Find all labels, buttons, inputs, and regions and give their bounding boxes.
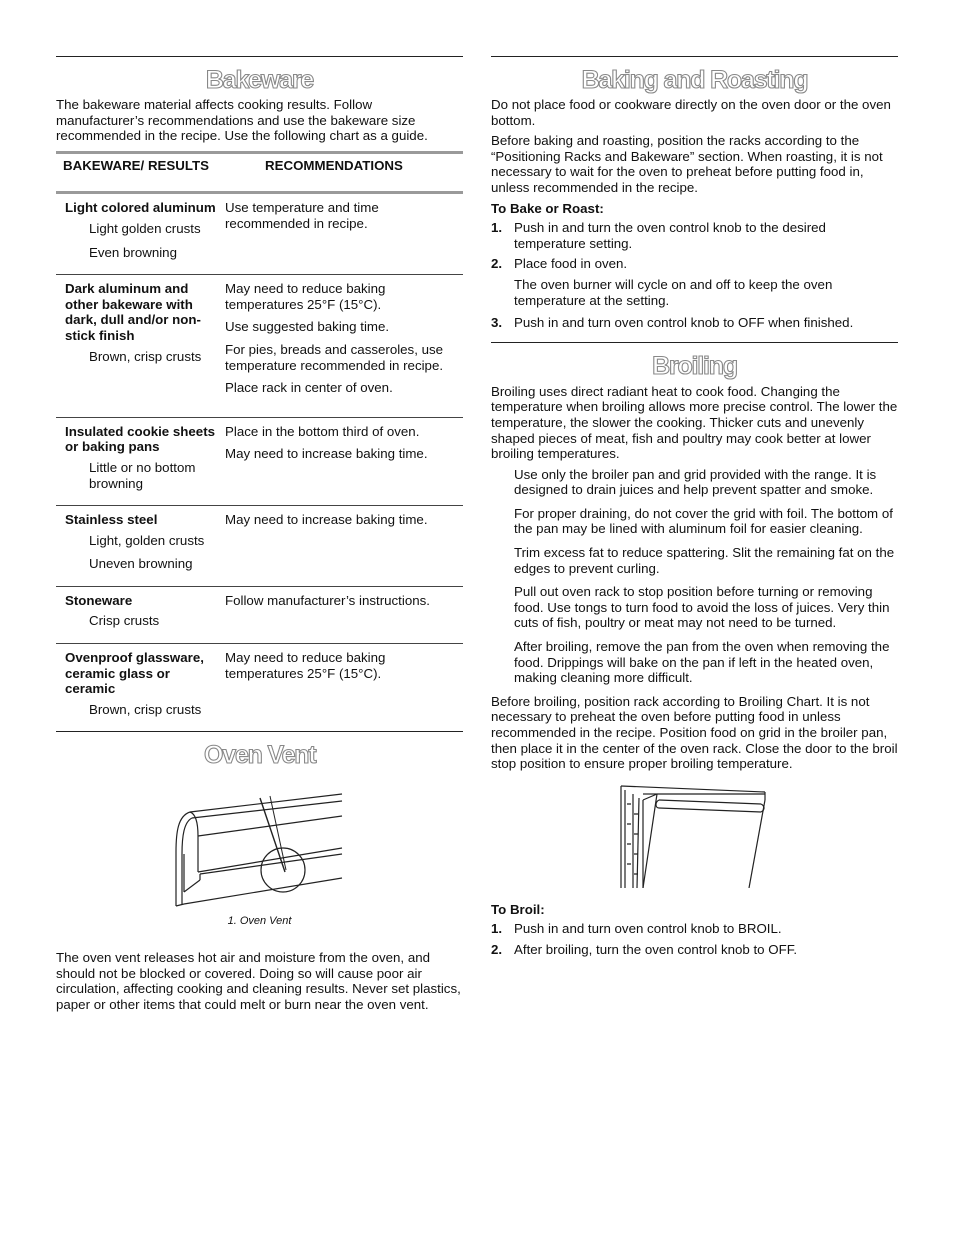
bake-roast-subhead: To Bake or Roast:	[491, 200, 604, 216]
bakeware-intro: The bakeware material affects cooking results. Follow manufacturer’s recommendations and use the bakeware size recommended in the recipe. Use the following chart as a guide.	[56, 97, 428, 144]
broiling-tip: For proper draining, do not cover the grid with foil. The bottom of the pan may be lined with aluminum foil for easier cleaning.	[514, 505, 893, 537]
recommendation: Use suggested baking time.	[225, 319, 390, 335]
bakeware-type: Stainless steel	[65, 512, 158, 528]
bakeware-cell	[56, 586, 216, 643]
bakeware-cell	[56, 417, 216, 505]
bake-step	[491, 220, 898, 251]
step-number: 1.	[491, 921, 503, 937]
to-broil-subhead: To Broil:	[491, 901, 545, 917]
oven-vent-heading: Oven Vent	[204, 741, 316, 770]
bakeware-table	[56, 154, 463, 732]
right-column	[491, 56, 898, 963]
step-text: Push in and turn oven control knob to OFF when finished.	[514, 315, 854, 331]
step-number: 3.	[491, 315, 503, 331]
bakeware-type: Insulated cookie sheets or baking pans	[65, 423, 216, 455]
recommendation: May need to reduce baking temperatures 25°F (15°C).	[225, 281, 386, 312]
broiling-tip: Use only the broiler pan and grid provided with the range. It is designed to drain juices and help prevent spatter and smoke.	[514, 466, 877, 498]
broiling-tip: After broiling, remove the pan from the oven when removing the food. Drippings will bake on the pan if left in the heated oven, making cleaning more difficult.	[514, 639, 890, 686]
broiling-heading: Broiling	[652, 351, 737, 380]
broiling-tips	[491, 467, 898, 686]
bakeware-result: Uneven browning	[89, 556, 193, 572]
bakeware-cell	[56, 193, 216, 275]
recommendation: Place in the bottom third of oven.	[225, 423, 420, 439]
bakeware-row	[56, 193, 463, 275]
step-text: Place food in oven.	[514, 256, 628, 272]
recommendation: For pies, breads and casseroles, use temperature recommended in recipe.	[225, 341, 444, 373]
oven-vent-caption: 1. Oven Vent	[227, 915, 292, 928]
broiling-tip: Pull out oven rack to stop position before turning or removing food. Use tongs to turn food to avoid the loss of juices. Very thin cuts of fish, poultry or meat may not need to be turned.	[514, 584, 890, 631]
bake-step	[491, 315, 898, 331]
bakeware-result: Light, golden crusts	[89, 532, 205, 548]
bakeware-row	[56, 275, 463, 418]
bakeware-row	[56, 644, 463, 732]
baking-intro-2: Before baking and roasting, position the racks according to the “Positioning Racks and Bakeware” section. When roasting, it is not necessary to wait for the oven to preheat before putting food in, unless recommended in the recipe.	[491, 133, 883, 195]
baking-intro-1: Do not place food or cookware directly on the oven door or the oven bottom.	[491, 97, 891, 128]
broiling-paragraph: Before broiling, position rack according to Broiling Chart. It is not necessary to preheat the oven before putting food in unless recommended in the recipe. Position food on grid in the broiler pan, then place it in the center of the oven rack. Close the door to the broil stop position to ensure proper broiling temperature.	[491, 693, 898, 772]
col-header-recommendations: RECOMMENDATIONS	[265, 157, 403, 173]
recommendations-cell	[216, 417, 463, 505]
recommendation: May need to increase baking time.	[225, 446, 428, 462]
oven-vent-figure	[56, 792, 463, 930]
recommendations-cell	[216, 275, 463, 418]
recommendation: Follow manufacturer’s instructions.	[225, 592, 430, 608]
broiling-tip: Trim excess fat to reduce spattering. Slit the remaining fat on the edges to prevent curling.	[514, 545, 895, 576]
bakeware-result: Brown, crisp crusts	[89, 701, 202, 717]
oven-vent-body: The oven vent releases hot air and moisture from the oven, and should not be blocked or covered. Doing so will cause poor air circulation, affecting cooking and cleaning results. Never set plastics, paper or other items that could melt or burn near the oven vent.	[56, 950, 461, 1012]
broil-step	[491, 942, 898, 958]
step-text: After broiling, turn the oven control knob to OFF.	[514, 941, 798, 957]
bakeware-row	[56, 417, 463, 505]
bakeware-row	[56, 506, 463, 587]
left-column	[56, 56, 463, 1012]
broil-door-illustration	[619, 784, 771, 888]
bakeware-result: Even browning	[89, 244, 177, 260]
bakeware-result: Light golden crusts	[89, 220, 201, 236]
bakeware-result: Crisp crusts	[89, 613, 160, 629]
bakeware-cell	[56, 506, 216, 587]
bakeware-heading: Bakeware	[205, 66, 314, 94]
section-rule	[491, 56, 898, 57]
bakeware-row	[56, 586, 463, 643]
bakeware-type: Dark aluminum and other bakeware with dark, dull and/or non-stick finish	[65, 281, 201, 343]
broil-step	[491, 921, 898, 937]
step-note: The oven burner will cycle on and off to keep the oven temperature at the setting.	[514, 276, 833, 308]
recommendation: Use temperature and time recommended in recipe.	[225, 200, 379, 231]
bakeware-type: Ovenproof glassware, ceramic glass or ceramic	[65, 650, 204, 697]
bakeware-result: Brown, crisp crusts	[89, 348, 202, 364]
recommendations-cell	[216, 506, 463, 587]
recommendation: Place rack in center of oven.	[225, 380, 393, 396]
section-rule	[56, 731, 463, 732]
step-number: 2.	[491, 256, 503, 272]
section-rule	[491, 342, 898, 343]
section-rule	[56, 56, 463, 57]
broiling-intro: Broiling uses direct radiant heat to cook food. Changing the temperature when broiling allows more precise control. The lower the temperature, the slower the cooking. Thicker cuts and unevenly shaped pieces of meat, fish and poultry may cook better at lower broiling temperatures.	[491, 383, 898, 462]
oven-vent-illustration	[170, 792, 350, 908]
recommendation: May need to increase baking time.	[225, 512, 428, 528]
recommendation: May need to reduce baking temperatures 25°F (15°C).	[225, 650, 386, 681]
step-number: 1.	[491, 220, 503, 236]
step-number: 2.	[491, 941, 503, 957]
broil-door-figure	[491, 784, 898, 888]
step-text: Push in and turn the oven control knob to the desired temperature setting.	[514, 220, 826, 251]
baking-roasting-heading: Baking and Roasting	[581, 66, 808, 94]
bakeware-type: Stoneware	[65, 592, 133, 608]
bakeware-cell	[56, 644, 216, 732]
col-header-bakeware: BAKEWARE/ RESULTS	[62, 157, 210, 173]
bakeware-type: Light colored aluminum	[65, 200, 216, 216]
bake-step	[491, 256, 898, 272]
bakeware-cell	[56, 275, 216, 418]
recommendations-cell	[216, 586, 463, 643]
step-text: Push in and turn oven control knob to BROIL.	[514, 921, 782, 937]
bakeware-result: Little or no bottom browning	[89, 459, 196, 491]
bakeware-table-body	[56, 193, 463, 732]
recommendations-cell	[216, 193, 463, 275]
recommendations-cell	[216, 644, 463, 732]
